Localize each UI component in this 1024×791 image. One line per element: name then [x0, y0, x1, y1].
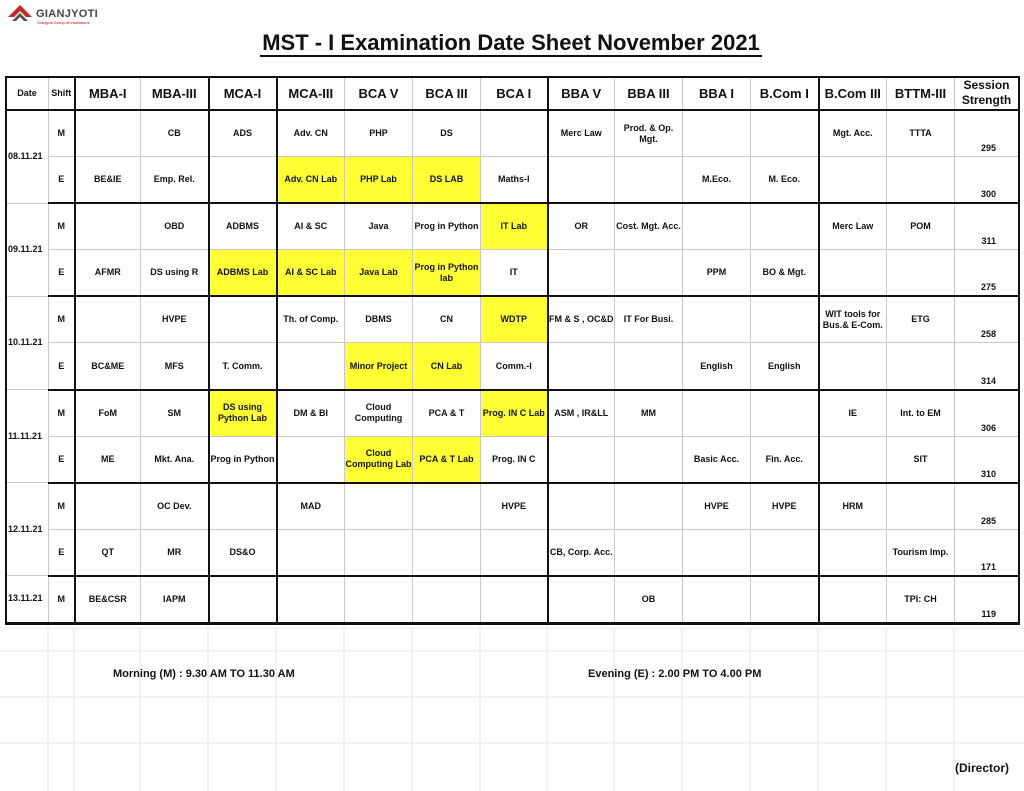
shift-cell: E [49, 529, 75, 576]
subject-cell: ADBMS [209, 203, 277, 250]
date-cell: 08.11.21 [6, 110, 49, 203]
subject-cell [751, 296, 819, 343]
subject-cell [683, 529, 751, 576]
subject-cell: Prog. IN C [481, 436, 548, 483]
subject-cell: SM [141, 390, 209, 437]
subject-cell: AI & SC Lab [277, 250, 345, 297]
subject-cell: TTTA [887, 110, 955, 157]
shift-cell: M [49, 296, 75, 343]
subject-cell: PPM [683, 250, 751, 297]
table-row [6, 250, 1019, 297]
subject-cell: Emp. Rel. [141, 157, 209, 204]
subject-cell: OR [548, 203, 615, 250]
subject-cell: POM [887, 203, 955, 250]
date-cell: 12.11.21 [6, 483, 49, 576]
subject-cell: IT For Busi. [615, 296, 683, 343]
subject-cell: DS&O [209, 529, 277, 576]
subject-cell: Tourism Imp. [887, 529, 955, 576]
table-row [6, 436, 1019, 483]
subject-cell: Merc Law [548, 110, 615, 157]
subject-cell: DS [413, 110, 481, 157]
table-row [6, 390, 1019, 437]
subject-cell: BE&CSR [75, 576, 141, 623]
shift-cell: E [49, 436, 75, 483]
subject-cell [209, 576, 277, 623]
subject-cell [683, 390, 751, 437]
subject-cell: Adv. CN [277, 110, 345, 157]
subject-cell: IAPM [141, 576, 209, 623]
subject-cell: Th. of Comp. [277, 296, 345, 343]
table-header-row [6, 77, 1019, 111]
subject-cell: HVPE [481, 483, 548, 530]
subject-cell [75, 203, 141, 250]
subject-cell [819, 436, 887, 483]
column-header: BBA I [683, 77, 751, 111]
subject-cell [481, 576, 548, 623]
session-strength-cell: 275 [955, 250, 1019, 297]
subject-cell: DS using R [141, 250, 209, 297]
subject-cell [209, 483, 277, 530]
date-sheet-table [5, 76, 1019, 624]
column-header: B.Com III [819, 77, 887, 111]
subject-cell: ASM , IR&LL [548, 390, 615, 437]
logo-emblem-icon [6, 3, 34, 25]
subject-cell [683, 110, 751, 157]
subject-cell: Mkt. Ana. [141, 436, 209, 483]
subject-cell: Cloud Computing [345, 390, 413, 437]
subject-cell: WIT tools for Bus.& E-Com. [819, 296, 887, 343]
subject-cell: T. Comm. [209, 343, 277, 390]
subject-cell: HVPE [751, 483, 819, 530]
subject-cell: IE [819, 390, 887, 437]
subject-cell: BE&IE [75, 157, 141, 204]
column-header: MCA-III [277, 77, 345, 111]
subject-cell [75, 483, 141, 530]
logo-tagline: Gianjyoti Group of Institutions [37, 20, 90, 25]
subject-cell: ADS [209, 110, 277, 157]
session-strength-cell: 310 [955, 436, 1019, 483]
subject-cell: MR [141, 529, 209, 576]
shift-cell: M [49, 483, 75, 530]
subject-cell [615, 529, 683, 576]
subject-cell: SIT [887, 436, 955, 483]
table-row [6, 343, 1019, 390]
evening-timing: Evening (E) : 2.00 PM TO 4.00 PM [588, 668, 762, 680]
shift-cell: E [49, 157, 75, 204]
table-row [6, 296, 1019, 343]
table-row [6, 110, 1019, 157]
subject-cell [751, 203, 819, 250]
column-header: Session Strength [955, 77, 1019, 111]
session-strength-cell: 306 [955, 390, 1019, 437]
shift-cell: M [49, 576, 75, 623]
subject-cell: OB [615, 576, 683, 623]
table-body [6, 110, 1019, 623]
column-header: BCA V [345, 77, 413, 111]
subject-cell: IT [481, 250, 548, 297]
subject-cell [615, 157, 683, 204]
column-header: B.Com I [751, 77, 819, 111]
subject-cell: QT [75, 529, 141, 576]
subject-cell [548, 576, 615, 623]
date-cell: 09.11.21 [6, 203, 49, 296]
subject-cell: CB [141, 110, 209, 157]
subject-cell: OBD [141, 203, 209, 250]
institution-logo [6, 3, 126, 27]
table-row [6, 576, 1019, 623]
subject-cell: AI & SC [277, 203, 345, 250]
session-strength-cell: 171 [955, 529, 1019, 576]
subject-cell: ME [75, 436, 141, 483]
subject-cell [615, 250, 683, 297]
subject-cell: Fin. Acc. [751, 436, 819, 483]
column-header: MBA-III [141, 77, 209, 111]
subject-cell [209, 296, 277, 343]
director-signature: (Director) [955, 761, 1010, 775]
subject-cell: Cost. Mgt. Acc. [615, 203, 683, 250]
subject-cell: Maths-I [481, 157, 548, 204]
shift-cell: E [49, 343, 75, 390]
subject-cell: Int. to EM [887, 390, 955, 437]
subject-cell [751, 576, 819, 623]
subject-cell [615, 436, 683, 483]
subject-cell: Java [345, 203, 413, 250]
column-header: BCA I [481, 77, 548, 111]
subject-cell: Comm.-I [481, 343, 548, 390]
subject-cell [481, 110, 548, 157]
column-header: Date [6, 77, 49, 111]
table-row [6, 157, 1019, 204]
subject-cell: WDTP [481, 296, 548, 343]
subject-cell: CN [413, 296, 481, 343]
date-cell: 10.11.21 [6, 296, 49, 389]
subject-cell: MFS [141, 343, 209, 390]
subject-cell [345, 529, 413, 576]
subject-cell [345, 576, 413, 623]
subject-cell: Basic Acc. [683, 436, 751, 483]
subject-cell [615, 483, 683, 530]
subject-cell: English [751, 343, 819, 390]
subject-cell [548, 157, 615, 204]
subject-cell [819, 157, 887, 204]
subject-cell: Cloud Computing Lab [345, 436, 413, 483]
subject-cell: Adv. CN Lab [277, 157, 345, 204]
column-header: BCA III [413, 77, 481, 111]
table-row [6, 203, 1019, 250]
subject-cell: BC&ME [75, 343, 141, 390]
subject-cell: HRM [819, 483, 887, 530]
subject-cell [887, 157, 955, 204]
morning-timing: Morning (M) : 9.30 AM TO 11.30 AM [113, 668, 295, 680]
subject-cell: DM & BI [277, 390, 345, 437]
subject-cell: BO & Mgt. [751, 250, 819, 297]
subject-cell: MM [615, 390, 683, 437]
column-header: MCA-I [209, 77, 277, 111]
page-title-text: MST - I Examination Date Sheet November 2021 [262, 30, 760, 55]
subject-cell: Java Lab [345, 250, 413, 297]
session-strength-cell: 300 [955, 157, 1019, 204]
subject-cell [615, 343, 683, 390]
subject-cell: PHP [345, 110, 413, 157]
subject-cell: PCA & T Lab [413, 436, 481, 483]
subject-cell [548, 343, 615, 390]
subject-cell [481, 529, 548, 576]
subject-cell [413, 483, 481, 530]
shift-cell: M [49, 110, 75, 157]
subject-cell: Prog. IN C Lab [481, 390, 548, 437]
subject-cell: ETG [887, 296, 955, 343]
subject-cell: Prog in Python [413, 203, 481, 250]
subject-cell [413, 576, 481, 623]
subject-cell [683, 576, 751, 623]
shift-cell: E [49, 250, 75, 297]
subject-cell: HVPE [141, 296, 209, 343]
subject-cell: Prog in Python [209, 436, 277, 483]
session-strength-cell: 314 [955, 343, 1019, 390]
subject-cell: ADBMS Lab [209, 250, 277, 297]
subject-cell [548, 250, 615, 297]
subject-cell: M.Eco. [683, 157, 751, 204]
subject-cell: IT Lab [481, 203, 548, 250]
subject-cell [819, 250, 887, 297]
subject-cell: CB, Corp. Acc. [548, 529, 615, 576]
subject-cell [887, 343, 955, 390]
subject-cell: Minor Project [345, 343, 413, 390]
session-strength-cell: 285 [955, 483, 1019, 530]
column-header: Shift [49, 77, 75, 111]
subject-cell: M. Eco. [751, 157, 819, 204]
column-header: BBA III [615, 77, 683, 111]
logo-name: GIANJYOTI [36, 8, 98, 20]
subject-cell [209, 157, 277, 204]
table-row [6, 529, 1019, 576]
subject-cell: PHP Lab [345, 157, 413, 204]
subject-cell [75, 110, 141, 157]
page-title [0, 30, 1024, 57]
subject-cell [887, 250, 955, 297]
subject-cell: AFMR [75, 250, 141, 297]
subject-cell: FM & S , OC&D [548, 296, 615, 343]
shift-cell: M [49, 390, 75, 437]
session-strength-cell: 119 [955, 576, 1019, 623]
subject-cell [683, 203, 751, 250]
column-header: MBA-I [75, 77, 141, 111]
subject-cell: DS using Python Lab [209, 390, 277, 437]
subject-cell [751, 529, 819, 576]
subject-cell [548, 483, 615, 530]
date-cell: 11.11.21 [6, 390, 49, 483]
session-strength-cell: 311 [955, 203, 1019, 250]
subject-cell: Prod. & Op. Mgt. [615, 110, 683, 157]
subject-cell: English [683, 343, 751, 390]
column-header: BBA V [548, 77, 615, 111]
subject-cell [277, 529, 345, 576]
subject-cell [277, 436, 345, 483]
subject-cell: HVPE [683, 483, 751, 530]
session-strength-cell: 258 [955, 296, 1019, 343]
subject-cell [277, 576, 345, 623]
subject-cell: Prog in Python lab [413, 250, 481, 297]
subject-cell [683, 296, 751, 343]
subject-cell: DS LAB [413, 157, 481, 204]
shift-cell: M [49, 203, 75, 250]
table-row [6, 483, 1019, 530]
subject-cell: DBMS [345, 296, 413, 343]
subject-cell: Mgt. Acc. [819, 110, 887, 157]
subject-cell: Merc Law [819, 203, 887, 250]
subject-cell [819, 529, 887, 576]
session-strength-cell: 295 [955, 110, 1019, 157]
subject-cell [277, 343, 345, 390]
subject-cell: PCA & T [413, 390, 481, 437]
date-cell: 13.11.21 [6, 576, 49, 623]
subject-cell: OC Dev. [141, 483, 209, 530]
subject-cell [413, 529, 481, 576]
subject-cell [887, 483, 955, 530]
subject-cell [751, 390, 819, 437]
subject-cell: TPI: CH [887, 576, 955, 623]
subject-cell: FoM [75, 390, 141, 437]
column-header: BTTM-III [887, 77, 955, 111]
subject-cell [75, 296, 141, 343]
subject-cell: MAD [277, 483, 345, 530]
subject-cell: CN Lab [413, 343, 481, 390]
subject-cell [751, 110, 819, 157]
subject-cell [819, 343, 887, 390]
subject-cell [345, 483, 413, 530]
subject-cell [819, 576, 887, 623]
subject-cell [548, 436, 615, 483]
